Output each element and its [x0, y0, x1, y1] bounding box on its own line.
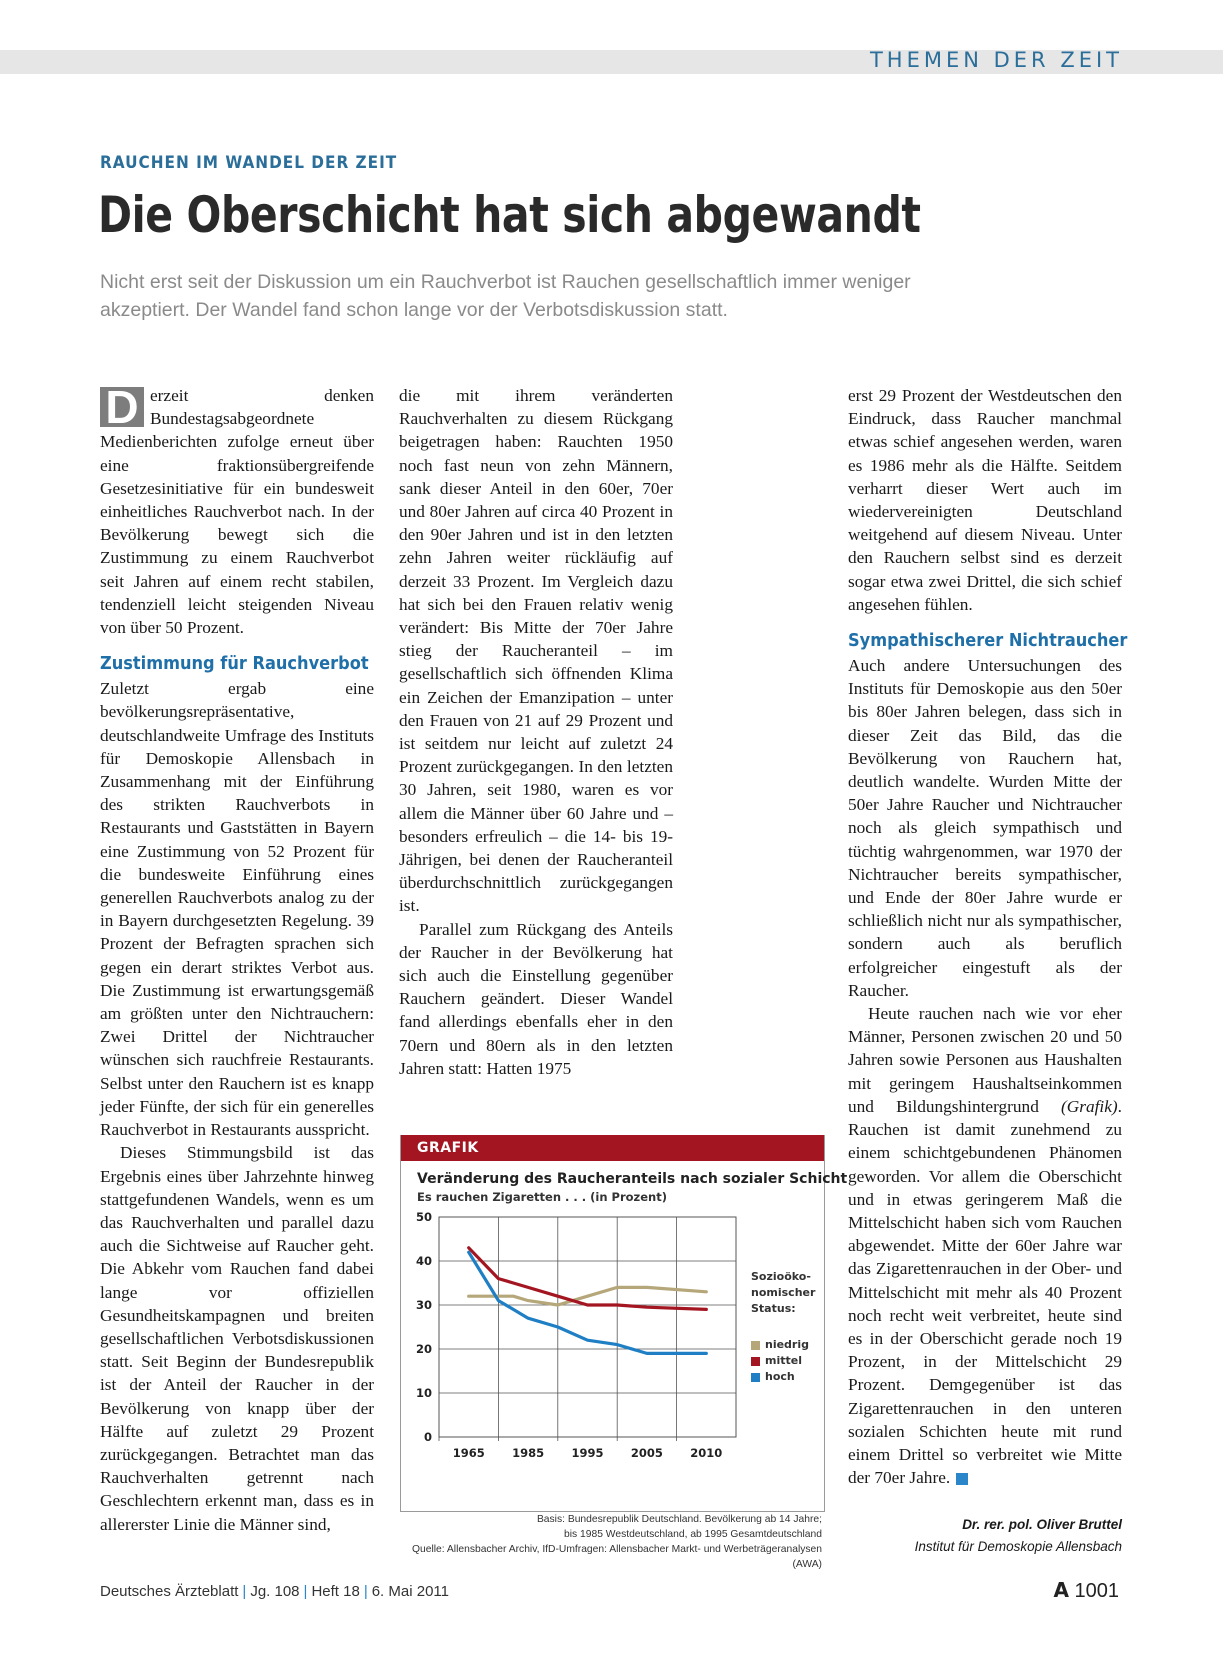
x-tick-label: 2010 [690, 1446, 723, 1460]
x-tick-label: 2005 [630, 1446, 663, 1460]
y-tick-label: 40 [415, 1254, 432, 1268]
paragraph: die mit ihrem veränderten Rauchverhalten zu diesem Rückgang beigetragen haben: Rauchten 1950 noch fast neun von zehn Männern, sank dieser Anteil in den 60er, 70er und 80er Jahren auf circa 40 Prozent in den 90er Jahren und ist in den letzten zehn Jahren weiter rückläufig auf derzeit 33 Prozent. Im Vergleich dazu hat sich bei den Frauen relativ wenig verändert: Bis Mitte der 70er Jahre stieg der Raucheranteil – im gesellschaftlich sich öffnenden Klima ein Zeichen der Emanzipation – unter den Frauen von 21 auf 29 Prozent und ist seitdem nur leicht auf zuletzt 24 Prozent zurückgegangen. In den letzten 30 Jahren, seit 1980, waren es vor allem die Männer über 60 Jahre und – besonders erfreulich – die 14- bis 19-Jährigen, bei denen der Raucheranteil überdurchschnittlich zurückgegangen ist. [399, 386, 673, 916]
paragraph: Dieses Stimmungsbild ist das Ergebnis eines über Jahrzehnte hinweg stattgefundenen Wandels, wenn es um das Rauchverhalten und parallel dazu auch die Sichtweise auf Raucher geht. Die Abkehr vom Rauchen fand dabei lange vor offiziellen Gesundheitskampagnen und breiten gesellschaftlichen Verbotsdiskussionen statt. Seit Beginn der Bundesrepublik ist der Anteil der Raucher in der Bevölkerung von knapp über der Hälfte auf zuletzt 29 Prozent zurückgegangen. Betrachtet man das Rauchverhalten getrennt nach Geschlechtern erkennt man, dass es in allererster Linie die Männer sind, [100, 1143, 374, 1534]
paragraph: Auch andere Untersuchungen des Instituts für Demoskopie aus den 50er bis 80er Jahren belegen, dass sich in dieser Zeit das Bild, das die Bevölkerung von Rauchern hat, deutlich wandelte. Wurden Mitte der 50er Jahre Raucher und Nichtraucher noch als gleich sympathisch und tüchtig wahrgenommen, war 1970 der Nichtraucher bereits sympathischer, und Ende der 80er Jahre wurde er schließlich nicht nur als sympathischer, sondern auch als beruflich erfolgreicher eingestuft als der Raucher. [848, 656, 1122, 1000]
separator: | [242, 1583, 247, 1600]
x-tick-label: 1995 [571, 1446, 604, 1460]
drop-cap: D [100, 387, 144, 427]
paragraph: Zuletzt ergab eine bevölkerungsrepräsentative, deutschlandweite Umfrage des Instituts für Demoskopie Allensbach in Zusammenhang mit der Einführung des strikten Rauchverbots in Restaurants und Gaststätten in Bayern eine Zustimmung von 52 Prozent für die bundesweite Einführung eines generellen Rauchverbots analog zu der in Bayern durchgesetzten Regelung. 39 Prozent der Befragten sprachen sich gegen ein derart striktes Verbot aus. Die Zustimmung ist erwartungsgemäß am größten unter den Nichtrauchern: Zwei Drittel der Nichtraucher wünschen sich rauchfreie Restaurants. Selbst unter den Rauchern ist es knapp jeder Fünfte, der sich für ein generelles Rauchverbot in Restaurants ausspricht. [100, 679, 374, 1140]
journal-name: Deutsches Ärzteblatt [100, 1583, 239, 1600]
paragraph-text: erzeit denken Bundestagsabgeordnete Medienberichten zufolge erneut über eine fraktionsübergreifende Gesetzesinitiative für ein bundesweit einheitliches Rauchverbot nach. In der Bevölkerung bewegt sich die Zustimmung zu einem Rauchverbot seit Jahren auf einem recht stabilen, tendenziell leicht steigenden Niveau von über 50 Prozent. [100, 386, 374, 638]
paragraph-text: . Rauchen ist damit zunehmend zu einem schichtgebundenen Phänomen geworden. Vor allem die Oberschicht und in etwas geringerem Maß die Mittelschicht haben sich vom Rauchen abgewendet. Mitte der 60er Jahre war das Zigarettenrauchen in der Ober- und Mittelschicht mit mehr als 40 Prozent noch recht weit verbreitet, heute sind es in der Oberschicht gerade noch 19 Prozent, in der Mittelschicht 29 Prozent. Demgegenüber ist das Zigarettenrauchen in den unteren sozialen Schichten heute mit rund einem Drittel so verbreitet wie Mitte der 70er Jahre. [848, 1096, 1122, 1488]
author-institution: Institut für Demoskopie Allensbach [914, 1539, 1122, 1554]
subheading: Zustimmung für Rauchverbot [100, 653, 369, 675]
legend-swatch [751, 1357, 760, 1366]
legend-title: Sozioöko- nomischer Status: [751, 1270, 816, 1315]
page-footer [100, 1583, 449, 1600]
chart-source-note: Basis: Bundesrepublik Deutschland. Bevölkerung ab 14 Jahre; bis 1985 Westdeutschland, ab 1995 Gesamtdeutschland Quelle: Allensbacher Archiv, IfD-Umfragen: Allensbacher Markt- und Werbeträgeranalysen (AWA) [412, 1514, 822, 1570]
paragraph-text: Heute rauchen nach wie vor eher Männer, Personen zwischen 20 und 50 Jahren sowie Personen aus Haushalten mit geringem Haushaltseinkommen und Bildungshintergrund [848, 1004, 1122, 1116]
separator: | [303, 1583, 308, 1600]
section-label: THEMEN DER ZEIT [869, 48, 1123, 72]
column-2 [399, 384, 673, 1080]
chart-title: Veränderung des Raucheranteils nach sozialer Schicht [417, 1171, 848, 1187]
paragraph: Parallel zum Rückgang des Anteils der Raucher in der Bevölkerung hat sich auch die Einstellung gegenüber Rauchern geändert. Dieser Wandel fand allerdings ebenfalls eher in den 70ern und 80ern als in den letzten Jahren statt: Hatten 1975 [399, 919, 673, 1078]
column-1 [100, 381, 374, 1536]
article-kicker: RAUCHEN IM WANDEL DER ZEIT [100, 153, 398, 173]
legend-item-mittel: mittel [751, 1353, 815, 1369]
subheading: Sympathischerer Nichtraucher [848, 630, 1128, 652]
author-block [848, 1514, 1122, 1558]
column-3 [848, 384, 1128, 1489]
article-headline: Die Oberschicht hat sich abgewandt [98, 186, 921, 244]
y-tick-label: 0 [423, 1430, 432, 1444]
x-tick-label: 1965 [452, 1446, 485, 1460]
legend-item-hoch: hoch [751, 1369, 815, 1385]
plot-frame [439, 1217, 736, 1437]
figure-label: GRAFIK [401, 1135, 824, 1161]
legend-item-niedrig: niedrig [751, 1337, 815, 1353]
page-number: A 1001 [1053, 1578, 1119, 1602]
chart-legend [751, 1269, 815, 1385]
legend-swatch [751, 1373, 760, 1382]
figure-reference: (Grafik) [1061, 1096, 1118, 1116]
legend-swatch [751, 1341, 760, 1350]
journal-issue: Heft 18 [311, 1583, 360, 1600]
chart-subtitle: Es rauchen Zigaretten . . . (in Prozent) [417, 1190, 667, 1204]
end-mark-icon [956, 1473, 968, 1485]
journal-volume: Jg. 108 [250, 1583, 300, 1600]
paragraph [848, 1002, 1122, 1489]
separator: | [363, 1583, 368, 1600]
y-tick-label: 50 [415, 1210, 432, 1224]
journal-date: 6. Mai 2011 [371, 1583, 449, 1600]
paragraph [100, 381, 374, 639]
article-lead: Nicht erst seit der Diskussion um ein Rauchverbot ist Rauchen gesellschaftlich immer weniger akzeptiert. Der Wandel fand schon lange vor der Verbotsdiskussion statt. [100, 271, 911, 321]
series-line-hoch [469, 1252, 707, 1353]
series-line-mittel [469, 1248, 707, 1310]
x-tick-label: 1985 [512, 1446, 545, 1460]
author-name: Dr. rer. pol. Oliver Bruttel [962, 1517, 1122, 1532]
y-tick-label: 10 [415, 1386, 432, 1400]
paragraph: erst 29 Prozent der Westdeutschen den Eindruck, dass Raucher manchmal etwas schief angesehen werden, waren es 1986 mehr als die Hälfte. Seitdem verharrt dieser Wert auch im wiedervereinigten Deutschland weitgehend auf diesem Niveau. Unter den Rauchern selbst sind es derzeit sogar etwa zwei Drittel, die sich schief angesehen fühlen. [848, 386, 1122, 614]
chart-figure [400, 1135, 848, 1512]
y-tick-label: 20 [415, 1342, 432, 1356]
y-tick-label: 30 [415, 1298, 432, 1312]
